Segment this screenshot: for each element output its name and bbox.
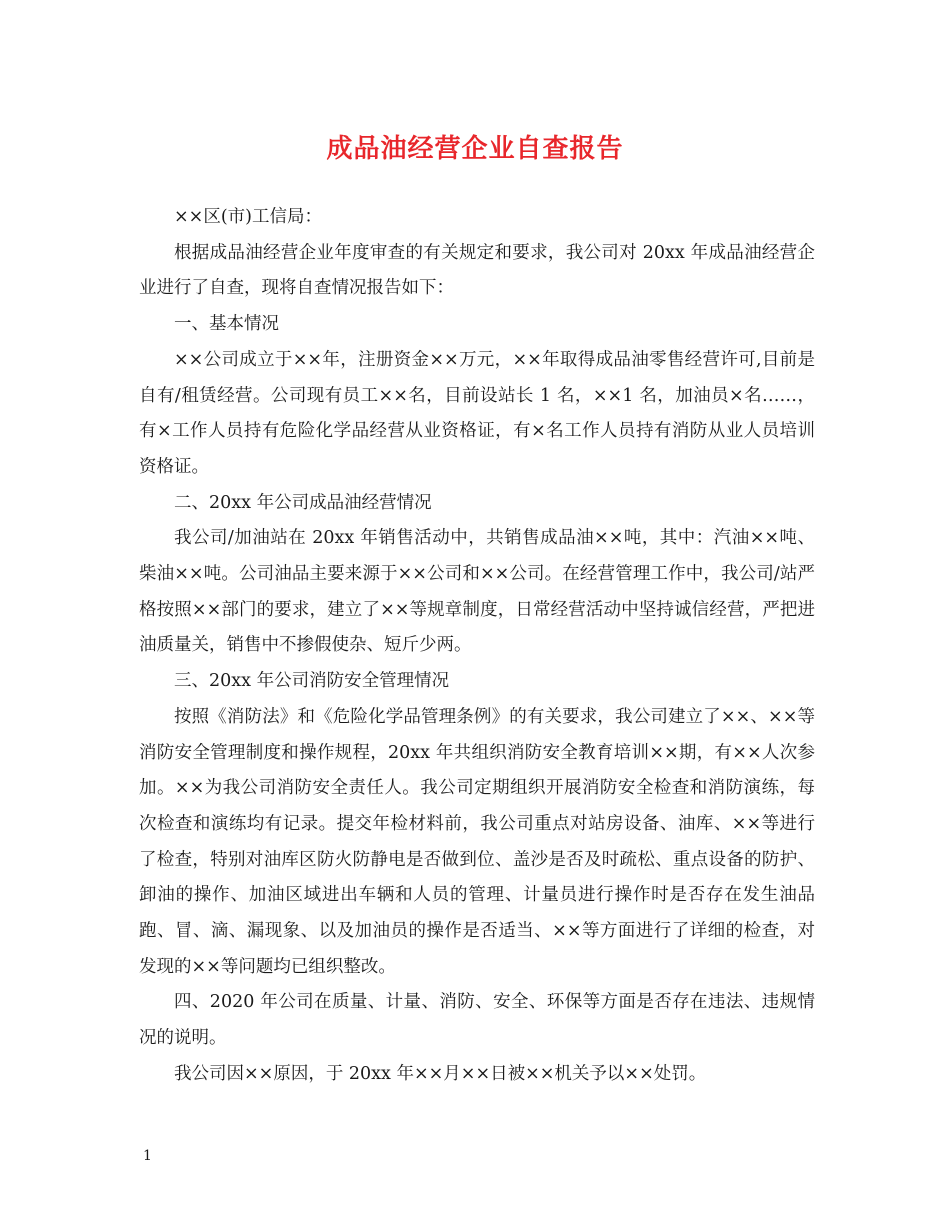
- section-heading-fire-safety: 三、20xx 年公司消防安全管理情况: [174, 671, 450, 692]
- fire-safety-paragraph: 按照《消防法》和《危险化学品管理条例》的有关要求，我公司建立了××、××等消防安全管理制度和操作规程，20xx 年共组织消防安全教育培训××期，有××人次参加。××为我公司消防安全责任人。我公司定期组织开展消防安全检查和消防演练，每次检查和演练均有记录。提交年检材料前，我公司重点对站房设备、油库、××等进行了检查，特别对油库区防火防静电是否做到位、盖沙是否及时疏松、重点设备的防护、卸油的操作、加油区域进出车辆和人员的管理、计量员进行操作时是否存在发生油品跑、冒、滴、漏现象、以及加油员的操作是否适当、××等方面进行了详细的检查，对发现的××等问题均已组织整改。: [139, 706, 815, 977]
- operations-paragraph: 我公司/加油站在 20xx 年销售活动中，共销售成品油××吨，其中：汽油××吨、柴油××吨。公司油品主要来源于××公司和××公司。在经营管理工作中，我公司/站严格按照××部门的要求，建立了××等规章制度，日常经营活动中坚持诚信经营，严把进油质量关，销售中不掺假使杂、短斤少两。: [139, 528, 815, 656]
- intro-paragraph: 根据成品油经营企业年度审查的有关规定和要求，我公司对 20xx 年成品油经营企业进行了自查，现将自查情况报告如下：: [139, 242, 815, 299]
- basic-info-paragraph: ××公司成立于××年，注册资金××万元，××年取得成品油零售经营许可,目前是自有/租赁经营。公司现有员工××名，目前设站长 1 名，××1 名，加油员×名……，有×工作人员持有危险化学品经营从业资格证，有×名工作人员持有消防从业人员培训资格证。: [139, 349, 815, 477]
- document-title: 成品油经营企业自查报告: [326, 134, 624, 164]
- section-heading-operations: 二、20xx 年公司成品油经营情况: [174, 492, 432, 513]
- document-body: [139, 200, 815, 1093]
- violations-paragraph: 我公司因××原因，于 20xx 年××月××日被××机关予以××处罚。: [174, 1063, 707, 1084]
- section-heading-basic-info: 一、基本情况: [174, 314, 279, 335]
- section-heading-violations: 四、2020 年公司在质量、计量、消防、安全、环保等方面是否存在违法、违规情况的说明。: [139, 992, 815, 1049]
- page-number: 1: [143, 1148, 152, 1164]
- salutation: ××区(市)工信局：: [174, 207, 322, 227]
